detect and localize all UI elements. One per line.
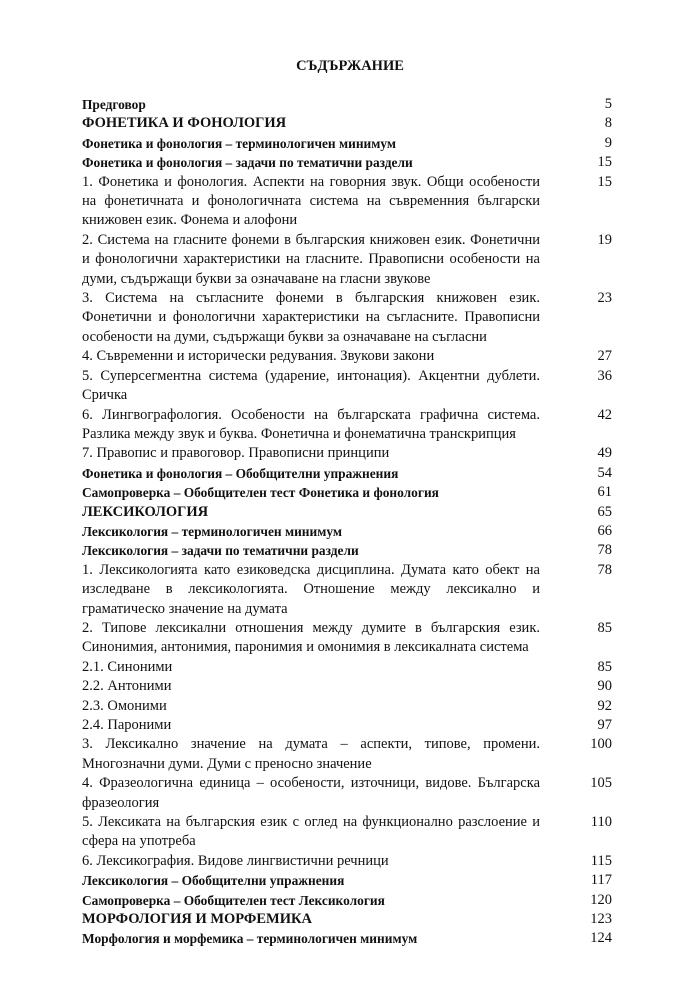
toc-entry-title: 5. Суперсегментна система (ударение, интонация). Акцентни дублети. Сричка [82,367,540,404]
toc-entry-title: 2.2. Антоними [82,678,172,695]
toc-entry-page-number: 5 [604,96,612,112]
toc-entry-page-number: 78 [597,561,612,578]
toc-entry-page-number: 15 [597,154,612,171]
toc-entry-title: 7. Правопис и правоговор. Правописни принципи [82,445,390,462]
toc-entry-title: МОРФОЛОГИЯ И МОРФЕМИКА [82,911,312,928]
toc-entry [82,813,612,852]
toc-entry-page-number: 8 [604,115,612,132]
toc-entry [82,541,612,560]
toc-entry [82,716,612,735]
toc-entry-page-number: 124 [590,930,612,947]
toc-entry-page-number: 19 [597,231,612,248]
toc-entry-title: 1. Фонетика и фонология. Аспекти на говорния звук. Общи особености на фонетичната и фонологичната система на съвременния български книжовен език. Фонема и алофони [82,173,540,229]
toc-entry [82,231,612,289]
toc-entry-page-number: 105 [590,775,612,792]
toc-entry [82,929,612,948]
toc-entry-title: Лексикология – терминологичен минимум [82,523,342,539]
toc-entry-title: Морфология и морфемика – терминологичен минимум [82,931,418,947]
toc-entry [82,503,612,522]
toc-entry-title: 6. Лексикография. Видове лингвистични речници [82,852,389,869]
toc-entry-title: 6. Лингвографология. Особености на българската графична система. Разлика между звук и буква. Фонетична и фонематична транскрипция [82,406,540,442]
toc-entry [82,347,612,366]
toc-entry [82,289,612,347]
toc-entry-page-number: 115 [590,852,612,869]
toc-entry-page-number: 23 [597,290,612,307]
toc-entry-title: Предговор [82,97,146,112]
toc-entry-page-number: 92 [597,697,612,714]
toc-entry [82,561,612,619]
toc-entry-page-number: 117 [590,872,612,889]
toc-entry [82,910,612,929]
toc-entry-title: 2.1. Синоними [82,658,173,675]
toc-entry [82,483,612,502]
toc-entry-page-number: 110 [590,814,612,831]
toc-entry [82,444,612,463]
toc-entry-page-number: 97 [597,717,612,733]
toc-entry [82,153,612,172]
toc-entry [82,619,612,658]
toc-entry-page-number: 65 [597,503,612,520]
toc-entry-title: Самопроверка – Обобщителен тест Лексикология [82,892,385,908]
toc-entry-title: 2. Типове лексикални отношения между думите в българския език. Синонимия, антонимия, паронимия и омонимия в лексикалната система [82,619,540,656]
toc-entry-title: 1. Лексикологията като езиковедска дисциплина. Думата като обект на изследване в лексикологията. Отношение между лексикално и граматическо значение на думата [82,561,540,617]
toc-entry [82,134,612,153]
toc-entry-title: ЛЕКСИКОЛОГИЯ [82,503,209,520]
toc-entry-page-number: 36 [597,367,612,384]
toc-entry-page-number: 54 [597,464,612,481]
toc-entry [82,114,612,133]
toc-entry [82,658,612,677]
toc-entry [82,677,612,696]
toc-entry-page-number: 15 [597,173,612,190]
toc-entry-page-number: 27 [597,348,612,365]
toc-entry-page-number: 42 [597,406,612,423]
toc-entry-title: Самопроверка – Обобщителен тест Фонетика и фонология [82,485,439,501]
toc-entry-page-number: 90 [597,678,612,695]
toc-entry [82,697,612,716]
toc-entry-title: 2.3. Омоними [82,697,167,714]
toc-entry-page-number: 85 [597,658,612,675]
toc-entry [82,406,612,445]
table-of-contents [82,95,612,949]
toc-entry [82,774,612,813]
toc-entry-page-number: 78 [597,542,612,559]
toc-entry-page-number: 85 [597,619,612,636]
toc-entry [82,173,612,231]
toc-entry [82,871,612,890]
toc-entry [82,95,612,114]
toc-entry-title: Фонетика и фонология – Обобщителни упражнения [82,465,399,481]
toc-entry-page-number: 120 [590,891,612,908]
toc-entry-title: Фонетика и фонология – терминологичен минимум [82,135,397,151]
toc-entry [82,852,612,871]
toc-entry-page-number: 66 [597,522,612,539]
toc-entry [82,891,612,910]
toc-entry [82,522,612,541]
toc-entry-title: Фонетика и фонология – задачи по тематични раздели [82,155,413,171]
toc-entry-page-number: 49 [597,445,612,462]
toc-entry-title: 4. Съвременни и исторически редувания. Звукови закони [82,348,435,365]
page-title: СЪДЪРЖАНИЕ [296,58,404,74]
toc-entry [82,735,612,774]
toc-entry-title: 3. Система на съгласните фонеми в българския книжовен език. Фонетични и фонологични характеристики на съгласните. Правописни особености на думи, съдържащи букви за означаване на съгласни [82,290,540,345]
toc-entry-page-number: 9 [604,134,612,151]
toc-entry [82,367,612,406]
toc-entry-title: 2.4. Пароними [82,717,172,733]
toc-entry-title: ФОНЕТИКА И ФОНОЛОГИЯ [82,115,287,132]
toc-entry [82,464,612,483]
toc-entry-page-number: 123 [590,911,612,928]
toc-entry-title: 5. Лексиката на българския език с оглед на функционално разслоение и сфера на употреба [82,814,540,850]
toc-entry-title: Лексикология – Обобщителни упражнения [82,873,345,889]
toc-entry-page-number: 61 [597,484,612,501]
toc-entry-title: 2. Система на гласните фонеми в българския книжовен език. Фонетични и фонологични характеристики на гласните. Правописни особености на думи, съдържащи букви за означаване на гласни звукове [82,231,540,287]
toc-entry-title: 3. Лексикално значение на думата – аспекти, типове, промени. Многозначни думи. Думи с преносно значение [82,736,540,772]
toc-entry-title: Лексикология – задачи по тематични раздели [82,543,359,559]
toc-entry-title: 4. Фразеологична единица – особености, източници, видове. Българска фразеология [82,775,540,811]
toc-entry-page-number: 100 [590,736,612,753]
